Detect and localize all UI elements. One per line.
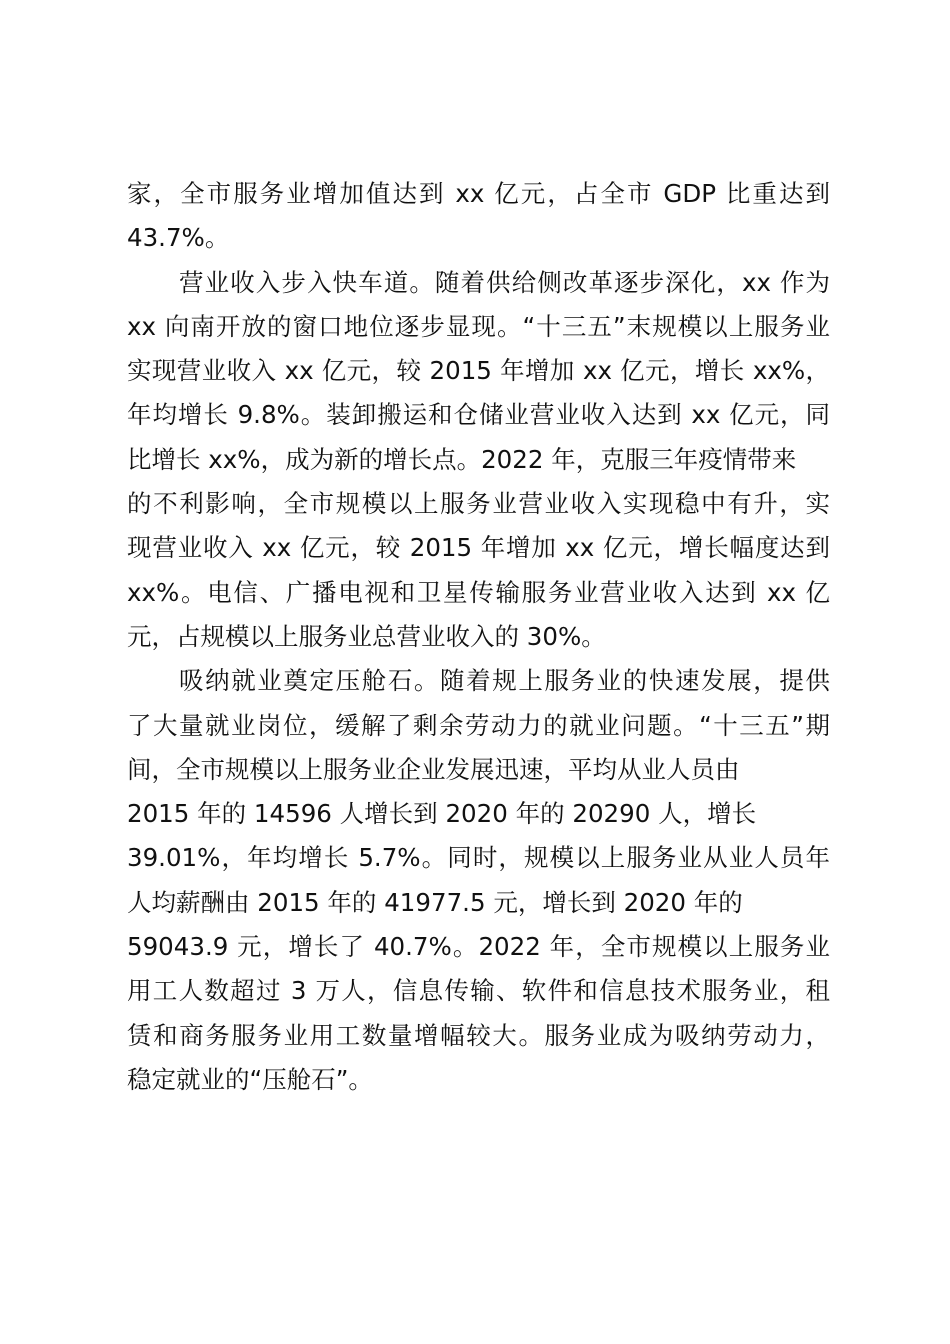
paragraph-line: 39.01%，年均增长 5.7%。同时，规模以上服务业从业人员年: [127, 843, 830, 873]
paragraph-line: 人均薪酬由 2015 年的 41977.5 元，增长到 2020 年的: [127, 887, 743, 917]
paragraph-line: 用工人数超过 3 万人，信息传输、软件和信息技术服务业，租: [127, 976, 830, 1006]
paragraph-p2: [127, 261, 830, 660]
paragraph-line: 营业收入步入快车道。随着供给侧改革逐步深化，xx 作为: [179, 267, 830, 297]
paragraph-line: 赁和商务服务业用工数量增幅较大。服务业成为吸纳劳动力，: [127, 1020, 830, 1050]
paragraph-line: 2015 年的 14596 人增长到 2020 年的 20290 人，增长: [127, 799, 757, 829]
paragraph-line: 现营业收入 xx 亿元，较 2015 年增加 xx 亿元，增长幅度达到: [127, 533, 830, 563]
paragraph-line: xx 向南开放的窗口地位逐步显现。“十三五”末规模以上服务业: [127, 311, 830, 341]
document-body: [127, 172, 830, 1102]
paragraph-line: 家，全市服务业增加值达到 xx 亿元，占全市 GDP 比重达到: [127, 179, 830, 208]
paragraph-line: 的不利影响，全市规模以上服务业营业收入实现稳中有升，实: [127, 489, 830, 519]
paragraph-p1: [127, 172, 830, 261]
paragraph-line: 吸纳就业奠定压舱石。随着规上服务业的快速发展，提供: [179, 666, 830, 696]
paragraph-line: 年均增长 9.8%。装卸搬运和仓储业营业收入达到 xx 亿元，同: [127, 400, 830, 430]
paragraph-line: 43.7%。: [127, 223, 230, 253]
paragraph-line: 元，占规模以上服务业总营业收入的 30%。: [127, 621, 606, 651]
paragraph-p3: [127, 659, 830, 1102]
paragraph-line: 稳定就业的“压舱石”。: [127, 1064, 373, 1094]
paragraph-line: 间，全市规模以上服务业企业发展迅速，平均从业人员由: [127, 754, 740, 784]
paragraph-line: 实现营业收入 xx 亿元，较 2015 年增加 xx 亿元，增长 xx%，: [127, 356, 830, 386]
paragraph-line: xx%。电信、广播电视和卫星传输服务业营业收入达到 xx 亿: [127, 577, 830, 607]
paragraph-line: 59043.9 元，增长了 40.7%。2022 年，全市规模以上服务业: [127, 932, 830, 962]
paragraph-line: 了大量就业岗位，缓解了剩余劳动力的就业问题。“十三五”期: [127, 710, 830, 740]
paragraph-line: 比增长 xx%，成为新的增长点。2022 年，克服三年疫情带来: [127, 444, 797, 474]
